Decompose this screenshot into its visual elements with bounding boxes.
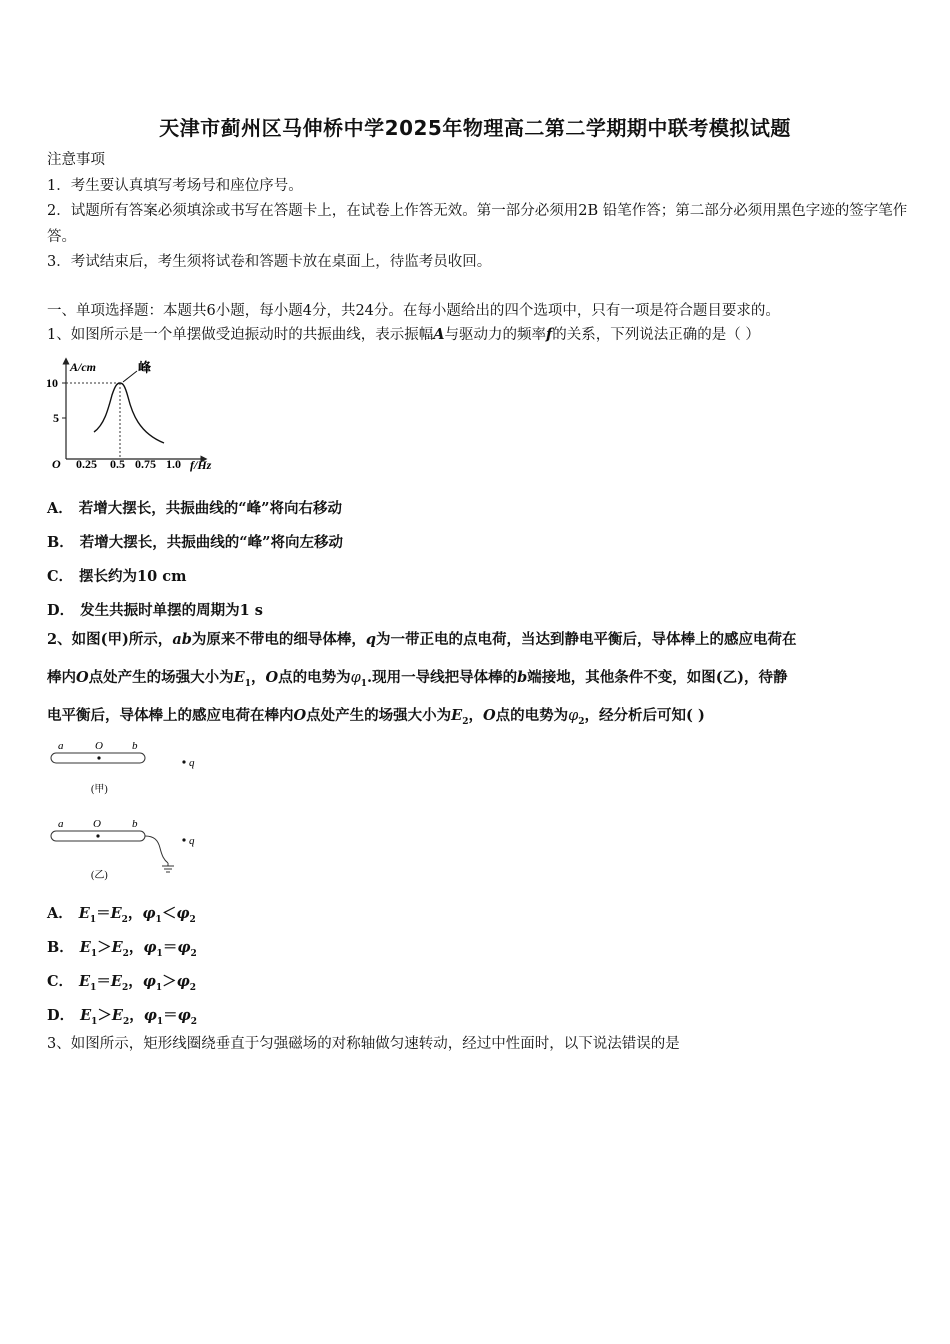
var-e: E (79, 939, 91, 956)
q1-option-a[interactable] (47, 497, 342, 518)
q2-text: 2、如图(甲)所示， (47, 631, 173, 648)
q2-var: O (76, 669, 89, 686)
x-tick-label: 0.75 (135, 457, 156, 471)
rod-center-label: O (95, 740, 103, 752)
rod-end-a-label: a (58, 740, 64, 752)
sub: 1 (156, 1016, 164, 1027)
question-2-line-2 (47, 671, 787, 689)
q2-text: .现用一导线把导体棒的 (367, 669, 518, 686)
q2-text: ， (468, 707, 483, 724)
question-2-line-3 (47, 709, 705, 727)
y-tick-label: 10 (46, 376, 58, 390)
q2-option-b[interactable] (47, 936, 197, 959)
sub: 1 (90, 982, 97, 993)
var-e: E (110, 973, 122, 990)
q2-text: 点的电势为 (278, 669, 351, 686)
option-label: D． (47, 1007, 75, 1024)
option-label: D． (47, 602, 75, 619)
var-phi: φ (177, 1007, 191, 1024)
rod-center-label: O (93, 818, 101, 830)
q2-option-d[interactable] (47, 1004, 197, 1027)
figure-caption: (乙) (91, 870, 108, 881)
q2-text: 棒内 (47, 669, 76, 686)
y-axis-label: A/cm (70, 360, 96, 374)
rod-end-b-label: b (132, 818, 138, 830)
point-charge (182, 838, 185, 841)
q2-sub: 2 (462, 716, 469, 727)
option-text: 若增大摆长，共振曲线的“峰”将向右移动 (78, 500, 342, 517)
q1-option-d[interactable] (47, 599, 263, 620)
option-text: 发生共振时单摆的周期为1 s (80, 602, 263, 619)
q2-var: ab (172, 631, 192, 648)
q1-option-b[interactable] (47, 531, 343, 552)
q2-sub: 1 (244, 678, 251, 689)
option-label: C． (47, 568, 74, 585)
q1-stem-part: 与驱动力的频率 (444, 327, 546, 343)
sep: ， (128, 939, 144, 956)
var-e: E (111, 939, 123, 956)
q2-text: 点的电势为 (495, 707, 569, 724)
q2-var: q (365, 631, 376, 648)
q2-option-c[interactable] (47, 970, 196, 993)
q2-text: 端接地，其他条件不变，如图(乙)，待静 (527, 669, 788, 686)
var-e: E (79, 973, 91, 990)
charge-label: q (189, 835, 195, 847)
peak-label: 峰 (138, 360, 152, 375)
q2-text: 点处产生的场强大小为 (88, 669, 234, 686)
var-phi: φ (176, 905, 190, 922)
sub: 1 (90, 948, 98, 959)
resonance-curve-figure (44, 355, 234, 475)
q1-var-f: f (546, 326, 553, 343)
sub: 2 (121, 914, 128, 925)
charge-label: q (189, 757, 195, 769)
x-tick-label: 0.5 (110, 457, 125, 471)
relation: ＝ (96, 973, 111, 990)
relation: ＝ (162, 939, 178, 956)
q2-sub: 1 (360, 678, 368, 689)
q2-text: 点处产生的场强大小为 (306, 707, 452, 724)
x-axis-unit: f/Hz (190, 458, 212, 472)
option-label: A． (47, 905, 73, 922)
sep: ， (129, 1007, 144, 1024)
x-tick-label: 1.0 (166, 457, 181, 471)
rod-center-point (97, 756, 100, 759)
var-phi: φ (143, 939, 157, 956)
sub: 2 (189, 982, 196, 993)
q2-var: φ (568, 708, 579, 724)
var-phi: φ (177, 939, 191, 956)
sub: 2 (190, 1016, 198, 1027)
q2-var: b (517, 669, 528, 686)
var-phi: φ (142, 973, 156, 990)
rod-center-point (96, 834, 99, 837)
q2-text: ，经分析后可知( ) (584, 707, 705, 724)
relation: ＜ (161, 905, 177, 922)
peak-pointer (123, 371, 137, 382)
notice-heading: 注意事项 (47, 152, 105, 168)
section-heading: 一、单项选择题：本题共6小题，每小题4分，共24分。在每小题给出的四个选项中，只有一项是符合题目要求的。 (47, 303, 780, 319)
q2-var: O (293, 707, 307, 724)
question-2-line-1 (47, 633, 797, 648)
var-phi: φ (176, 973, 190, 990)
var-e: E (111, 1007, 123, 1024)
q1-stem-part: 1、如图所示是一个单摆做受迫振动时的共振曲线，表示振幅 (47, 327, 434, 343)
ground-wire (145, 836, 168, 863)
question-1-stem (47, 328, 760, 343)
sep: ， (127, 905, 143, 922)
var-phi: φ (143, 1007, 157, 1024)
var-phi: φ (142, 905, 156, 922)
rod-end-b-label: b (132, 740, 138, 752)
notice-item-1: 1．考生要认真填写考场号和座位序号。 (47, 178, 303, 194)
point-charge (182, 760, 185, 763)
sub: 2 (122, 948, 129, 959)
sub: 1 (155, 914, 162, 925)
sub: 2 (121, 982, 129, 993)
relation: ＝ (96, 905, 111, 922)
option-text: 摆长约为10 cm (79, 568, 187, 585)
option-label: C． (47, 973, 74, 990)
q1-var-a: A (433, 326, 445, 343)
q2-text: 为原来不带电的细导体棒， (191, 631, 366, 648)
q2-var: E (451, 707, 463, 724)
option-label: B． (47, 534, 74, 551)
sub: 1 (91, 1016, 98, 1027)
notice-item-3: 3．考试结束后，考生须将试卷和答题卡放在桌面上，待监考员收回。 (47, 254, 492, 270)
rod-figure-jia (48, 736, 208, 798)
sub: 2 (189, 914, 196, 925)
question-3-stem: 3、如图所示，矩形线圈绕垂直于匀强磁场的对称轴做匀速转动，经过中性面时，以下说法错误的是 (47, 1036, 680, 1052)
var-e: E (80, 1007, 92, 1024)
rod-figure-yi (48, 814, 208, 884)
x-tick-label: 0.25 (76, 457, 97, 471)
sub: 1 (89, 914, 97, 925)
resonance-curve (94, 383, 164, 443)
rod-end-a-label: a (58, 818, 64, 830)
q2-text: 为一带正电的点电荷，当达到静电平衡后，导体棒上的感应电荷在 (376, 631, 797, 648)
q2-var: O (265, 669, 279, 686)
page-title: 天津市蓟州区马伸桥中学2025年物理高二第二学期期中联考模拟试题 (159, 116, 791, 140)
q1-option-c[interactable] (47, 565, 186, 586)
relation: ＞ (97, 939, 112, 956)
option-label: A． (47, 500, 73, 517)
option-text: 若增大摆长，共振曲线的“峰”将向左移动 (79, 534, 343, 551)
relation: ＝ (163, 1007, 178, 1024)
q1-stem-part: 的关系，下列说法正确的是（ ） (552, 327, 760, 343)
q2-sub: 2 (578, 716, 585, 727)
sub: 1 (155, 982, 163, 993)
q2-var: O (482, 707, 496, 724)
y-tick-label: 5 (53, 411, 59, 425)
sep: ， (128, 973, 143, 990)
var-e: E (78, 905, 90, 922)
option-label: B． (47, 939, 74, 956)
notice-item-2: 2．试题所有答案必须填涂或书写在答题卡上，在试卷上作答无效。第一部分必须用2B 铅笔作答；第二部分必须用黑色字迹的签字笔作答。 (47, 203, 908, 245)
sub: 2 (122, 1016, 130, 1027)
q2-text: ， (250, 669, 266, 686)
q2-var: E (233, 669, 245, 686)
sub: 2 (190, 948, 197, 959)
sub: 1 (156, 948, 163, 959)
relation: ＞ (97, 1007, 112, 1024)
q2-text: 电平衡后，导体棒上的感应电荷在棒内 (47, 707, 294, 724)
relation: ＞ (162, 973, 177, 990)
origin-label: O (52, 457, 61, 471)
q2-option-a[interactable] (47, 902, 196, 925)
q2-var: φ (350, 670, 361, 686)
var-e: E (110, 905, 122, 922)
figure-caption: (甲) (91, 784, 108, 795)
